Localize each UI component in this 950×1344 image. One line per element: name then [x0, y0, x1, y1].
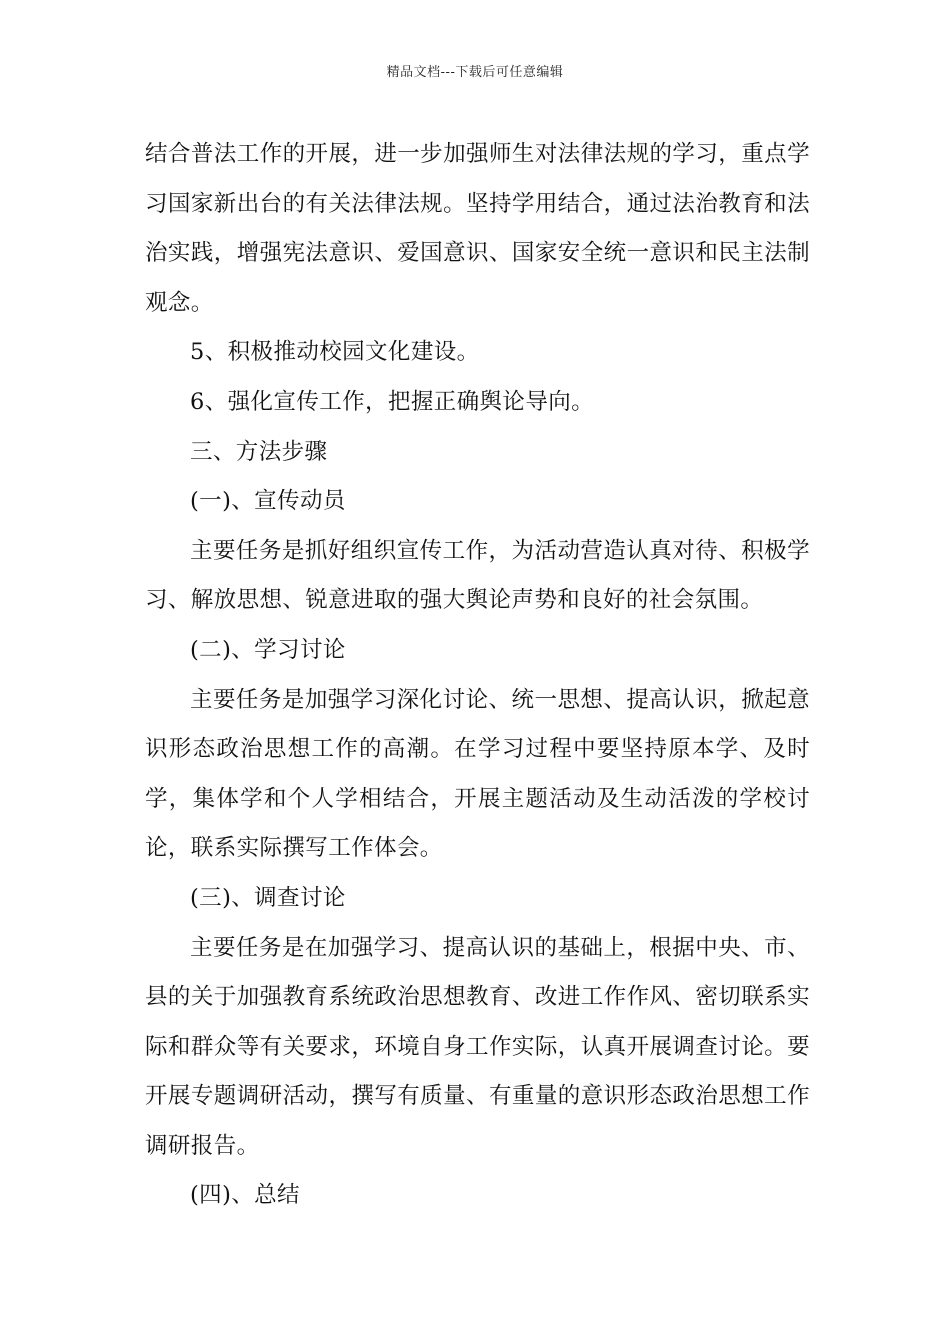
paragraph-continuation: 结合普法工作的开展，进一步加强师生对法律法规的学习，重点学习国家新出台的有关法律法规。坚持学用结合，通过法治教育和法治实践，增强宪法意识、爱国意识、国家安全统一意识和民主法制观念。 — [145, 141, 810, 316]
paragraph-investigation: 主要任务是在加强学习、提高认识的基础上，根据中央、市、县的关于加强教育系统政治思想教育、改进工作作风、密切联系实际和群众等有关要求，环境自身工作实际，认真开展调查讨论。要开展专题调研活动，撰写有质量、有重量的意识形态政治思想工作调研报告。 — [145, 934, 810, 1159]
list-item-5: 5、积极推动校园文化建设。 — [190, 339, 480, 366]
document-body — [145, 130, 810, 1221]
subsection-heading-1: (一)、宣传动员 — [190, 488, 346, 515]
paragraph-publicity: 主要任务是抓好组织宣传工作，为活动营造认真对待、积极学习、解放思想、锐意进取的强大舆论声势和良好的社会氛围。 — [145, 537, 810, 614]
paragraph-study: 主要任务是加强学习深化讨论、统一思想、提高认识，掀起意识形态政治思想工作的高潮。在学习过程中要坚持原本学、及时学，集体学和个人学相结合，开展主题活动及生动活泼的学校讨论，联系实际撰写工作体会。 — [145, 686, 810, 862]
subsection-heading-4: (四)、总结 — [190, 1182, 300, 1209]
section-heading-methods: 三、方法步骤 — [190, 438, 328, 465]
subsection-heading-2: (二)、学习讨论 — [190, 636, 346, 663]
subsection-heading-3: (三)、调查讨论 — [190, 884, 346, 911]
page-header: 精品文档---下载后可任意编辑 — [386, 65, 564, 80]
list-item-6: 6、强化宣传工作，把握正确舆论导向。 — [190, 388, 595, 415]
